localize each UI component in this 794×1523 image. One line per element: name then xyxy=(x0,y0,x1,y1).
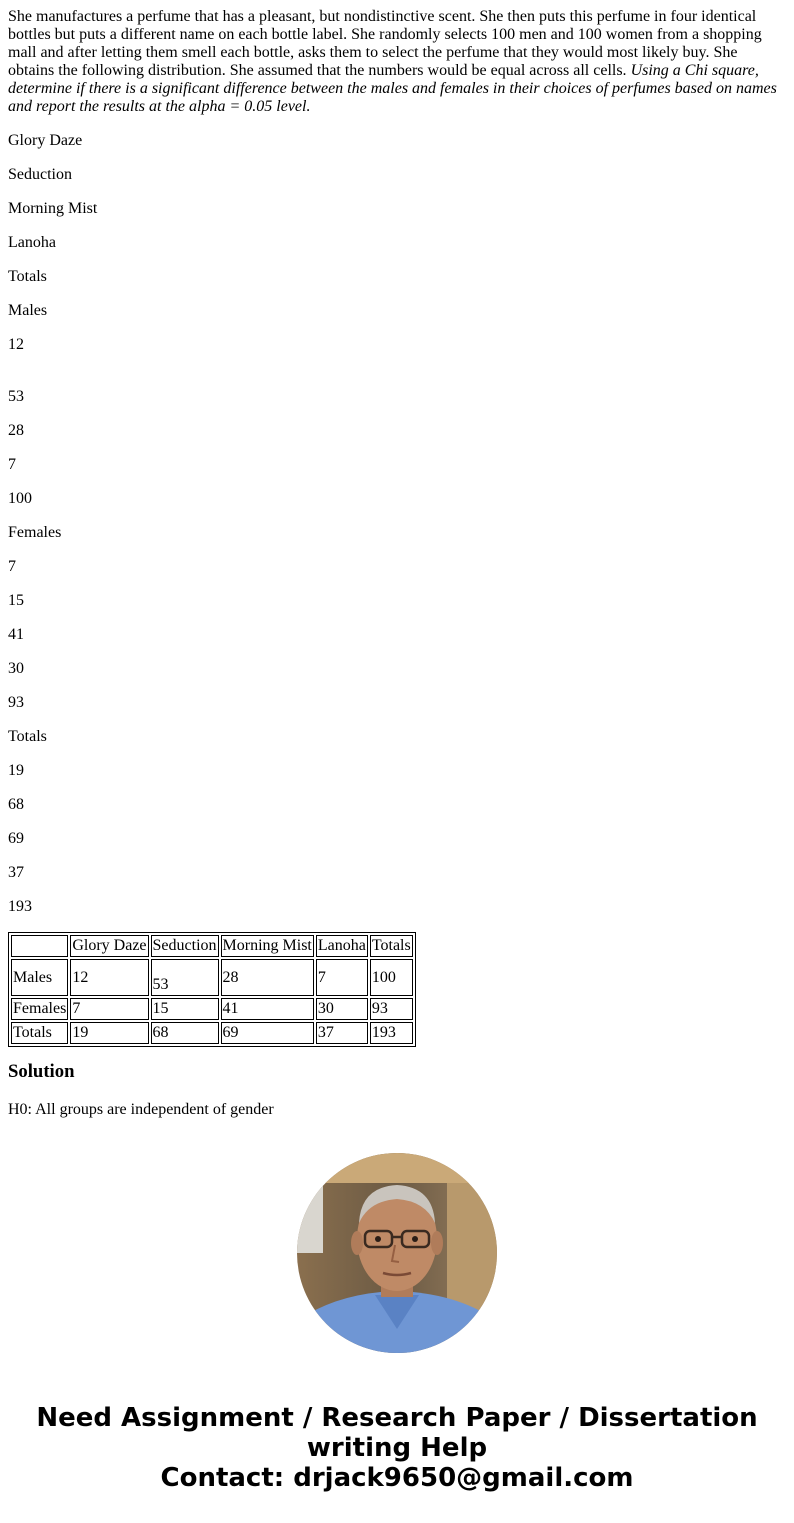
table-cell: Totals xyxy=(11,1022,68,1044)
line-item: 28 xyxy=(8,422,24,439)
table-row xyxy=(11,959,413,996)
table-cell: Females xyxy=(11,998,68,1020)
table-cell: 15 xyxy=(151,998,219,1020)
table-header-row xyxy=(11,935,413,957)
perfume-choice-table xyxy=(8,932,416,1047)
table-cell: 7 xyxy=(70,998,148,1020)
table-cell: 30 xyxy=(316,998,368,1020)
problem-statement xyxy=(8,8,784,116)
problem-text: She manufactures a perfume that has a pleasant, but nondistinctive scent. She then puts this perfume in four identical bottles but puts a different name on each bottle label. She randomly selects 100 men and 100 women from a shopping mall and after letting them smell each bottle, asks them to select the perfume that they would most likely buy. She obtains the following distribution. She assumed that the numbers would be equal across all cells. xyxy=(8,8,762,79)
table-header-cell: Seduction xyxy=(151,935,219,957)
help-banner xyxy=(0,1403,794,1493)
table-header-cell: Totals xyxy=(370,935,413,957)
line-item: 7 xyxy=(8,456,16,473)
line-item: 69 xyxy=(8,830,24,847)
problem-instruction: Using a Chi square, determine if there is a significant difference between the males and females in their choices of perfumes based on names and report the results at the alpha = 0.05 level. xyxy=(8,62,777,115)
table-cell: 28 xyxy=(221,959,314,996)
line-item: 41 xyxy=(8,626,24,643)
table-cell: Males xyxy=(11,959,68,996)
table-cell: 53 xyxy=(151,959,219,996)
line-item: 19 xyxy=(8,762,24,779)
table-row xyxy=(11,998,413,1020)
line-item: Morning Mist xyxy=(8,200,98,217)
line-item: 12 xyxy=(8,336,24,353)
line-item: Lanoha xyxy=(8,234,56,251)
line-item: 15 xyxy=(8,592,24,609)
table-header-cell: Lanoha xyxy=(316,935,368,957)
table-cell: 69 xyxy=(221,1022,314,1044)
line-item: 30 xyxy=(8,660,24,677)
line-item: 7 xyxy=(8,558,16,575)
line-item: 100 xyxy=(8,490,32,507)
table-header-cell: Morning Mist xyxy=(221,935,314,957)
line-item: Totals xyxy=(8,268,47,285)
table-cell: 41 xyxy=(221,998,314,1020)
line-item: Females xyxy=(8,524,62,541)
avatar xyxy=(297,1153,497,1353)
table-cell: 19 xyxy=(70,1022,148,1044)
table-cell: 7 xyxy=(316,959,368,996)
line-item: 68 xyxy=(8,796,24,813)
table-cell: 100 xyxy=(370,959,413,996)
help-contact-line: Contact: drjack9650@gmail.com xyxy=(160,1463,634,1493)
avatar-photo-icon xyxy=(297,1153,497,1353)
hypothesis-text: H0: All groups are independent of gender xyxy=(8,1101,274,1118)
line-item: Glory Daze xyxy=(8,132,83,149)
line-item: Males xyxy=(8,302,48,319)
help-banner-line: writing Help xyxy=(306,1433,488,1463)
line-item: 193 xyxy=(8,898,32,915)
line-item: Totals xyxy=(8,728,47,745)
solution-heading: Solution xyxy=(8,1061,75,1082)
help-banner-line: Need Assignment / Research Paper / Dissertation xyxy=(36,1403,758,1433)
table-header-cell: Glory Daze xyxy=(70,935,148,957)
line-item: 53 xyxy=(8,388,24,405)
line-item: Seduction xyxy=(8,166,72,183)
table-cell: 93 xyxy=(370,998,413,1020)
table-cell: 37 xyxy=(316,1022,368,1044)
table-cell: 12 xyxy=(70,959,148,996)
table-cell: 193 xyxy=(370,1022,413,1044)
line-item: 93 xyxy=(8,694,24,711)
table-row xyxy=(11,1022,413,1044)
table-cell: 68 xyxy=(151,1022,219,1044)
table-header-cell xyxy=(11,935,68,957)
line-item: 37 xyxy=(8,864,24,881)
